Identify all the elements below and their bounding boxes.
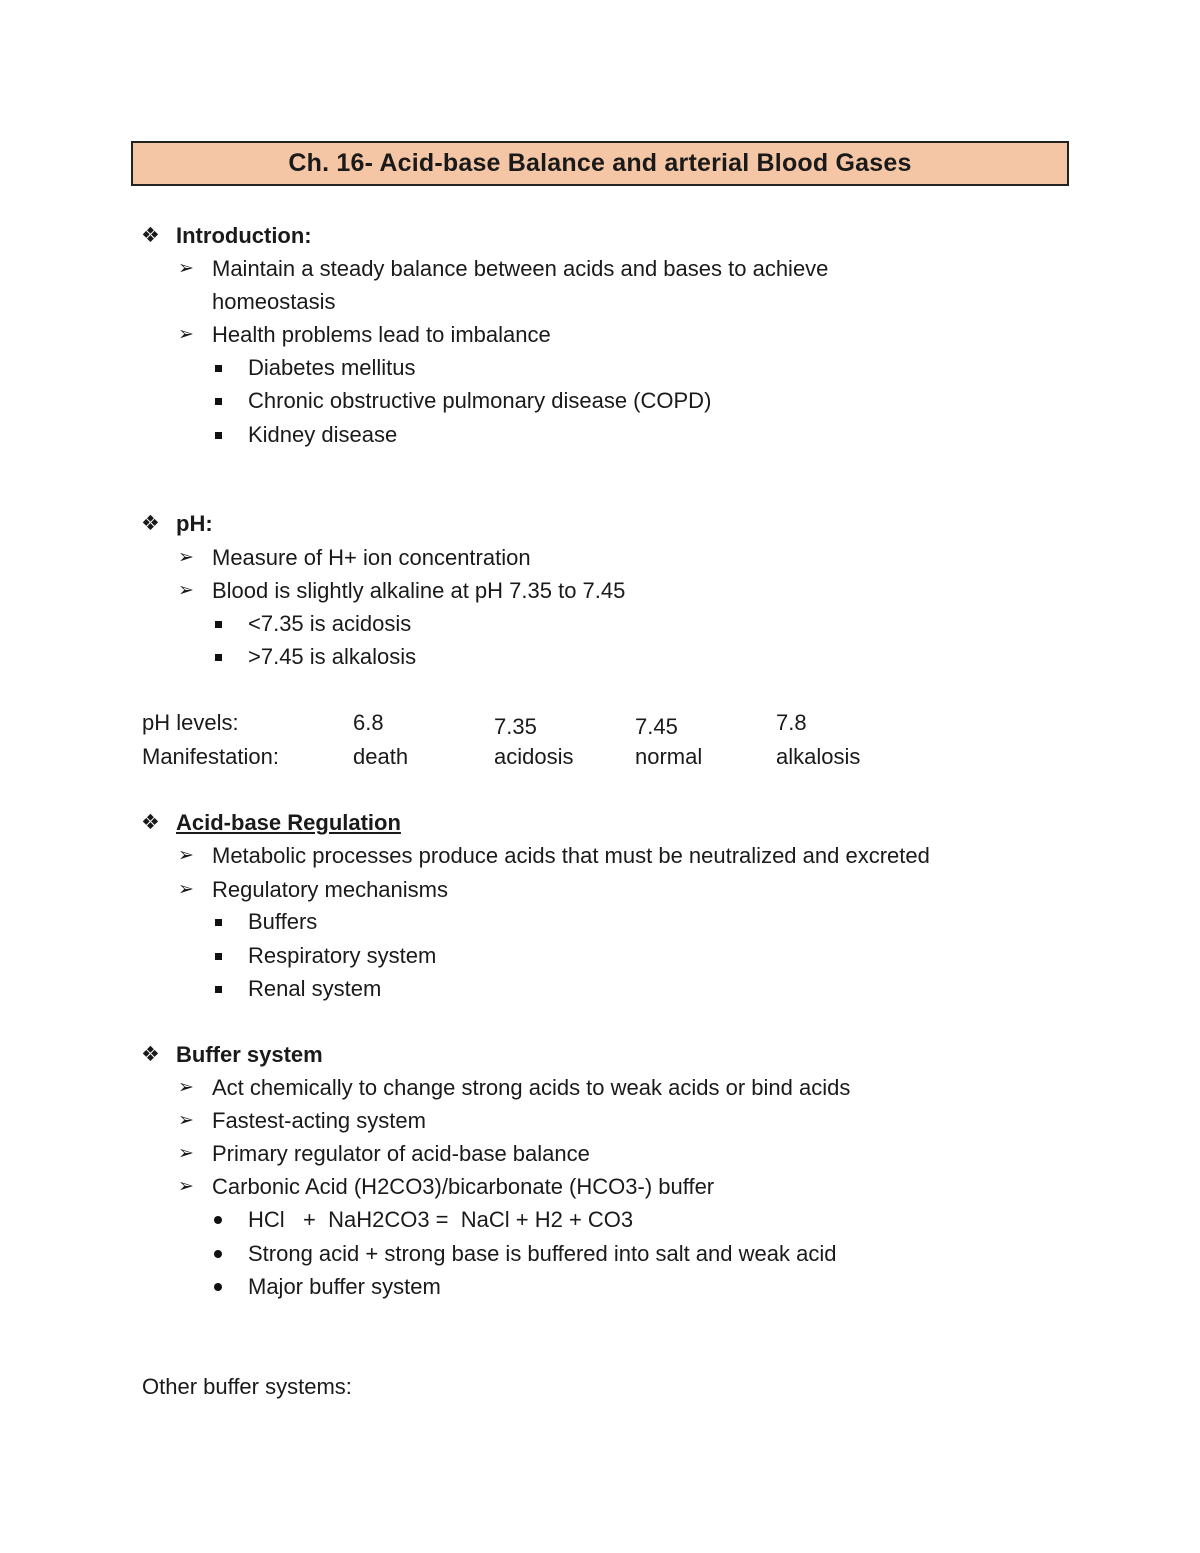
- sub-list-item: >7.45 is alkalosis: [248, 644, 417, 669]
- diamond-bullet-icon: ❖: [141, 1043, 160, 1066]
- manifestation-value: normal: [635, 744, 703, 769]
- list-item: Carbonic Acid (H2CO3)/bicarbonate (HCO3-) buffer: [212, 1174, 715, 1199]
- sub-list-item: HCl + NaH2CO3 = NaCl + H2 + CO3: [248, 1207, 634, 1232]
- list-item: Primary regulator of acid-base balance: [212, 1141, 590, 1166]
- section-heading-buffer: Buffer system: [176, 1042, 323, 1067]
- sub-list-item: Buffers: [248, 909, 318, 934]
- arrow-bullet-icon: ➢: [178, 324, 194, 345]
- round-bullet-icon: [214, 1216, 222, 1224]
- square-bullet-icon: [215, 432, 222, 439]
- list-item: Measure of H+ ion concentration: [212, 545, 531, 570]
- list-item: Metabolic processes produce acids that must be neutralized and excreted: [212, 843, 930, 868]
- square-bullet-icon: [215, 365, 222, 372]
- round-bullet-icon: [214, 1283, 222, 1291]
- section-heading-ph: pH:: [176, 511, 213, 536]
- page-title: Ch. 16- Acid-base Balance and arterial Blood Gases: [131, 141, 1069, 186]
- arrow-bullet-icon: ➢: [178, 845, 194, 866]
- sub-list-item: Kidney disease: [248, 422, 398, 447]
- diamond-bullet-icon: ❖: [141, 811, 160, 834]
- arrow-bullet-icon: ➢: [178, 547, 194, 568]
- sub-list-item: Major buffer system: [248, 1274, 441, 1299]
- diamond-bullet-icon: ❖: [141, 512, 160, 535]
- square-bullet-icon: [215, 398, 222, 405]
- list-item: Maintain a steady balance between acids and bases to achieve: [212, 256, 829, 281]
- round-bullet-icon: [214, 1250, 222, 1258]
- ph-level-value: 7.35: [494, 714, 537, 739]
- section-heading-regulation: Acid-base Regulation: [176, 810, 401, 835]
- manifestation-label: Manifestation:: [142, 744, 279, 769]
- arrow-bullet-icon: ➢: [178, 258, 194, 279]
- square-bullet-icon: [215, 986, 222, 993]
- other-buffer-systems-label: Other buffer systems:: [142, 1374, 352, 1399]
- square-bullet-icon: [215, 919, 222, 926]
- manifestation-value: death: [353, 744, 409, 769]
- ph-level-value: 7.8: [776, 710, 807, 735]
- sub-list-item: Renal system: [248, 976, 382, 1001]
- arrow-bullet-icon: ➢: [178, 1143, 194, 1164]
- ph-levels-label: pH levels:: [142, 710, 239, 735]
- sub-list-item: <7.35 is acidosis: [248, 611, 412, 636]
- sub-list-item: Diabetes mellitus: [248, 355, 416, 380]
- ph-level-value: 7.45: [635, 714, 678, 739]
- arrow-bullet-icon: ➢: [178, 580, 194, 601]
- sub-list-item: Chronic obstructive pulmonary disease (COPD): [248, 388, 712, 413]
- manifestation-value: acidosis: [494, 744, 574, 769]
- manifestation-value: alkalosis: [776, 744, 861, 769]
- square-bullet-icon: [215, 621, 222, 628]
- arrow-bullet-icon: ➢: [178, 1110, 194, 1131]
- square-bullet-icon: [215, 654, 222, 661]
- list-item-continuation: homeostasis: [212, 289, 336, 314]
- list-item: Health problems lead to imbalance: [212, 322, 551, 347]
- arrow-bullet-icon: ➢: [178, 1077, 194, 1098]
- list-item: Fastest-acting system: [212, 1108, 426, 1133]
- section-heading-introduction: Introduction:: [176, 223, 312, 248]
- list-item: Blood is slightly alkaline at pH 7.35 to 7.45: [212, 578, 626, 603]
- square-bullet-icon: [215, 953, 222, 960]
- diamond-bullet-icon: ❖: [141, 224, 160, 247]
- list-item: Act chemically to change strong acids to weak acids or bind acids: [212, 1075, 851, 1100]
- ph-level-value: 6.8: [353, 710, 384, 735]
- sub-list-item: Strong acid + strong base is buffered into salt and weak acid: [248, 1241, 837, 1266]
- arrow-bullet-icon: ➢: [178, 1176, 194, 1197]
- arrow-bullet-icon: ➢: [178, 879, 194, 900]
- sub-list-item: Respiratory system: [248, 943, 437, 968]
- list-item: Regulatory mechanisms: [212, 877, 448, 902]
